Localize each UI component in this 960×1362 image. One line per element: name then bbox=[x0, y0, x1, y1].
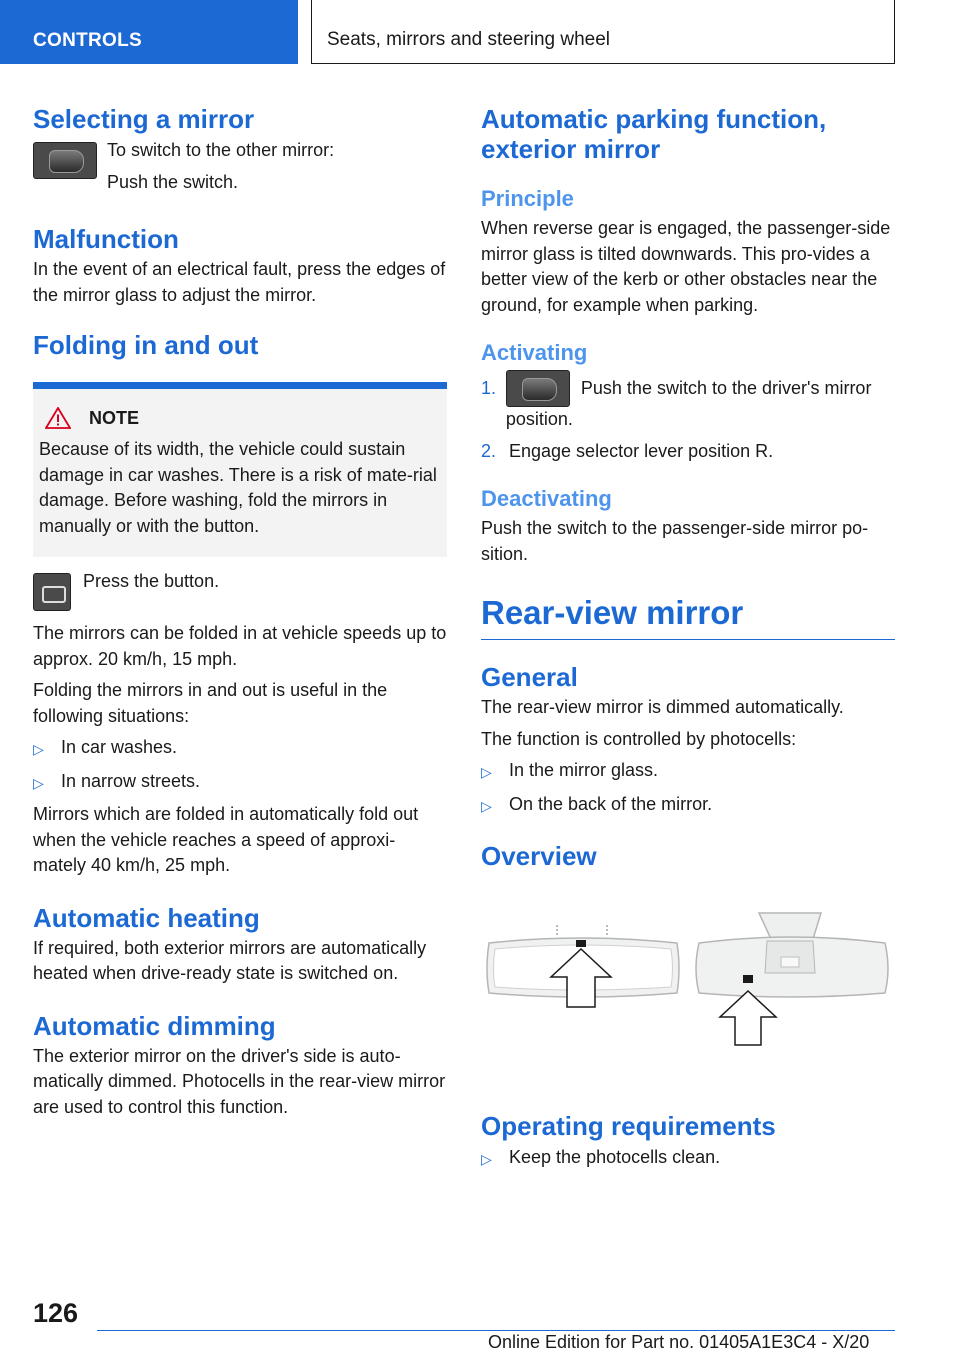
note-label: NOTE bbox=[89, 407, 140, 428]
heating-heading: Automatic heating bbox=[33, 902, 260, 933]
activating-heading: Activating bbox=[481, 340, 588, 365]
bullet-text: Keep the photocells clean. bbox=[509, 1147, 721, 1167]
selecting-mirror-heading: Selecting a mirror bbox=[33, 104, 255, 134]
selecting-line-1: To switch to the other mirror: bbox=[107, 140, 335, 160]
list-item bbox=[481, 792, 895, 820]
folding-heading: Folding in and out bbox=[33, 330, 259, 360]
dimming-heading: Automatic dimming bbox=[33, 1010, 276, 1041]
section-tab bbox=[0, 0, 298, 64]
bullet-marker: ▷ bbox=[33, 774, 44, 791]
malfunction-heading: Malfunction bbox=[33, 224, 179, 254]
footer-rule bbox=[97, 1330, 895, 1331]
chapter-tab bbox=[311, 0, 895, 64]
note-box bbox=[33, 382, 447, 557]
fold-mirror-button-icon bbox=[33, 573, 71, 611]
folding-speed-text: The mirrors can be folded in at vehicle speeds up to approx. 20 km/h, 15 mph. bbox=[33, 623, 447, 669]
parking-heading: Automatic parking function, exterior mirror bbox=[481, 104, 827, 164]
bullet-text: On the back of the mirror. bbox=[509, 793, 713, 814]
general-heading: General bbox=[481, 662, 578, 692]
mirror-back-view bbox=[696, 913, 888, 1045]
chapter-title: Seats, mirrors and steering wheel bbox=[327, 29, 611, 50]
list-item bbox=[33, 769, 447, 797]
section-title: CONTROLS bbox=[33, 30, 143, 51]
step-number: 2. bbox=[481, 440, 497, 461]
general-text-1: The rear-view mirror is dimmed automatically. bbox=[481, 697, 844, 717]
mirror-switch-icon bbox=[506, 370, 570, 407]
principle-text: When reverse gear is engaged, the passenger-side mirror glass is tilted downwards. This pro‐vides a better view of the kerb or other obstacles near the ground, for example when parking. bbox=[481, 218, 891, 315]
fold-out-text: Mirrors which are folded in automatically fold out when the vehicle reaches a speed of approxi‐mately 40 km/h, 25 mph. bbox=[33, 804, 419, 875]
rearview-heading-block bbox=[481, 593, 895, 640]
mirror-switch-icon bbox=[33, 142, 97, 179]
bullet-marker: ▷ bbox=[481, 764, 492, 780]
step-item bbox=[481, 439, 895, 465]
principle-heading: Principle bbox=[481, 186, 574, 211]
rearview-heading: Rear-view mirror bbox=[481, 594, 744, 631]
selecting-line-2: Push the switch. bbox=[107, 171, 239, 192]
fold-button-block bbox=[33, 573, 447, 611]
warning-icon bbox=[45, 407, 71, 429]
note-text: Because of its width, the vehicle could sustain damage in car washes. There is a risk of mate‐rial damage. Before washing, fold the mirrors in manually or with the button. bbox=[39, 439, 437, 536]
edition-text: Online Edition for Part no. 01405A1E3C4 - X/20 bbox=[488, 1332, 870, 1352]
list-item bbox=[33, 735, 447, 763]
right-column bbox=[481, 100, 895, 1173]
dimming-text: The exterior mirror on the driver's side is auto‐matically dimmed. Photocells in the rear-view mirror are used to control this function. bbox=[33, 1045, 446, 1117]
bullet-marker: ▷ bbox=[33, 741, 44, 757]
step-number: 1. bbox=[481, 378, 497, 398]
arrow-icon bbox=[720, 991, 776, 1045]
mirror-front-view bbox=[487, 925, 679, 1007]
page-number: 126 bbox=[33, 1298, 79, 1328]
step-text: Push the switch to the driver's mirror position. bbox=[505, 378, 872, 429]
requirements-heading: Operating requirements bbox=[481, 1111, 776, 1141]
bullet-text: In car washes. bbox=[61, 737, 178, 757]
rearview-mirror-illustration bbox=[481, 911, 895, 1071]
bullet-text: In the mirror glass. bbox=[509, 760, 659, 780]
note-header bbox=[45, 407, 441, 429]
selecting-mirror-block bbox=[33, 138, 447, 195]
general-text-2: The function is controlled by photocells: bbox=[481, 728, 797, 749]
list-item bbox=[481, 758, 895, 786]
step-item bbox=[481, 376, 895, 433]
folding-situations-text: Folding the mirrors in and out is useful in the following situations: bbox=[33, 680, 388, 726]
bullet-text: In narrow streets. bbox=[61, 770, 201, 791]
heating-text: If required, both exterior mirrors are automatically heated when drive-ready state is switched on. bbox=[33, 937, 427, 983]
deactivating-heading: Deactivating bbox=[481, 486, 612, 511]
malfunction-text: In the event of an electrical fault, press the edges of the mirror glass to adjust the mirror. bbox=[33, 259, 446, 305]
list-item bbox=[481, 1145, 895, 1173]
overview-heading: Overview bbox=[481, 841, 597, 871]
bullet-marker: ▷ bbox=[481, 797, 492, 814]
step-text: Engage selector lever position R. bbox=[509, 440, 774, 461]
left-column bbox=[33, 100, 447, 1120]
deactivating-text: Push the switch to the passenger-side mirror po‐sition. bbox=[481, 518, 869, 564]
press-button-text: Press the button. bbox=[83, 571, 220, 591]
bullet-marker: ▷ bbox=[481, 1151, 492, 1167]
